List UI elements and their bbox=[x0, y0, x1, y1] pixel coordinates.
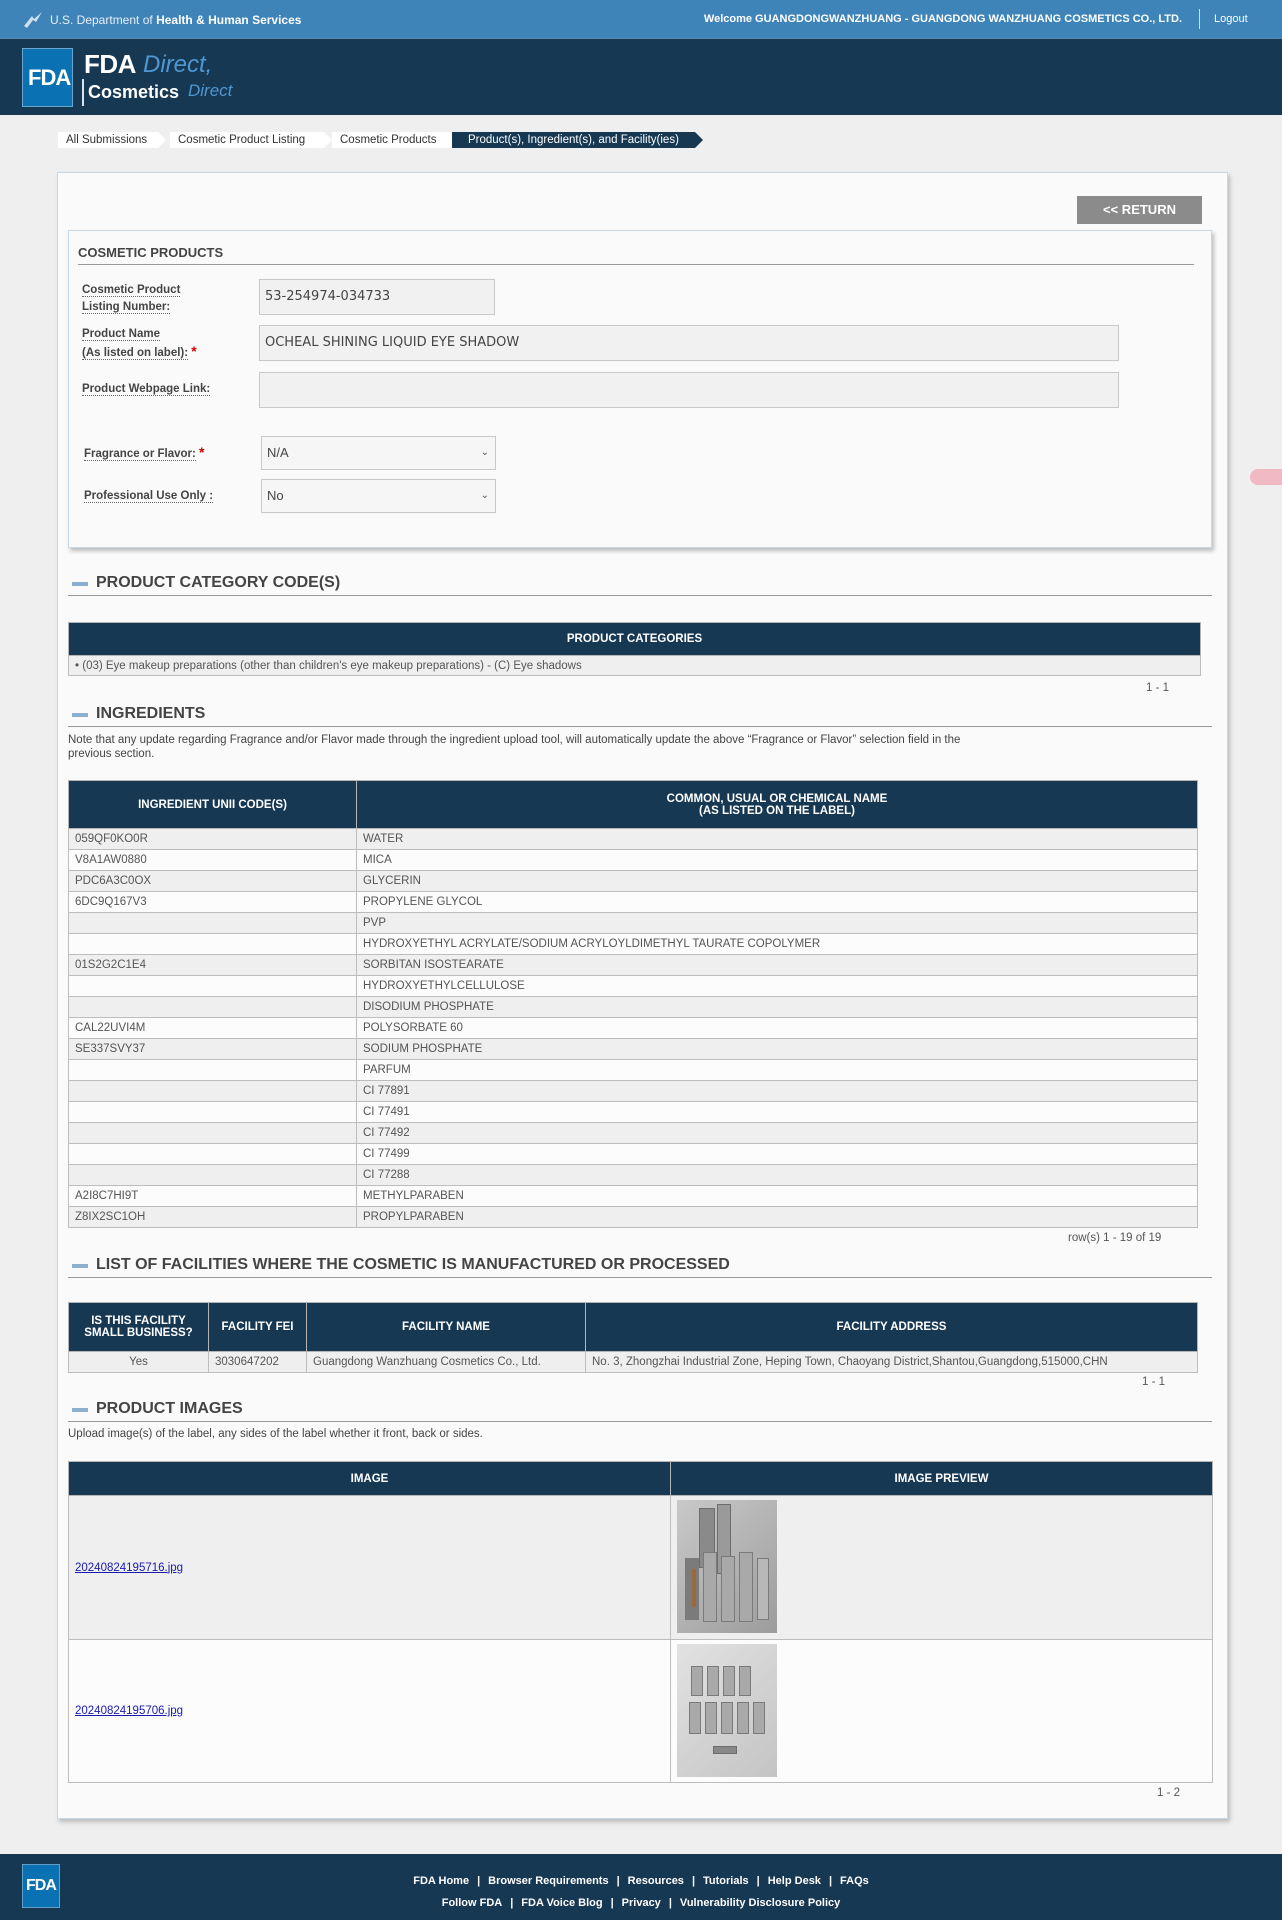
app-title-direct: Direct, bbox=[143, 51, 213, 78]
unii-cell bbox=[69, 934, 357, 955]
unii-cell bbox=[69, 1165, 357, 1186]
unii-cell bbox=[69, 1060, 357, 1081]
divider bbox=[1199, 9, 1200, 29]
app-title-fda: FDA bbox=[84, 49, 136, 79]
collapse-icon[interactable] bbox=[72, 1264, 88, 1268]
breadcrumb-arrow bbox=[158, 132, 166, 148]
footer-separator: | bbox=[756, 1875, 760, 1887]
chemical-name-cell: HYDROXYETHYL ACRYLATE/SODIUM ACRYLOYLDIMETHYL TAURATE COPOLYMER bbox=[357, 934, 1198, 955]
chemical-name-cell: SODIUM PHOSPHATE bbox=[357, 1039, 1198, 1060]
chemical-name-cell: GLYCERIN bbox=[357, 871, 1198, 892]
category-pager: 1 - 1 bbox=[1146, 682, 1170, 694]
facilities-pager: 1 - 1 bbox=[1142, 1376, 1166, 1388]
unii-cell: CAL22UVI4M bbox=[69, 1018, 357, 1039]
collapse-icon[interactable] bbox=[72, 1408, 88, 1412]
footer-link-tutorials[interactable]: Tutorials bbox=[703, 1875, 749, 1887]
chevron-down-icon: ⌄ bbox=[480, 490, 489, 501]
table-row bbox=[69, 934, 1198, 955]
logout-link[interactable]: Logout bbox=[1214, 13, 1248, 25]
return-button[interactable]: << RETURN bbox=[1077, 196, 1202, 224]
table-row bbox=[69, 1496, 1213, 1640]
footer-links-primary bbox=[0, 1875, 1282, 1887]
images-table bbox=[68, 1461, 1213, 1783]
breadcrumb-cosmetic-product-listing[interactable]: Cosmetic Product Listing bbox=[170, 132, 324, 148]
footer-link-privacy[interactable]: Privacy bbox=[621, 1897, 661, 1909]
unii-cell bbox=[69, 1102, 357, 1123]
table-row bbox=[69, 829, 1198, 850]
footer-link-vulnerability-disclosure-policy[interactable]: Vulnerability Disclosure Policy bbox=[679, 1897, 841, 1909]
footer-separator: | bbox=[691, 1875, 696, 1887]
unii-cell: PDC6A3C0OX bbox=[69, 871, 357, 892]
table-row bbox=[69, 1165, 1198, 1186]
professional-use-label: Professional Use Only : bbox=[84, 490, 214, 502]
product-name-field[interactable]: OCHEAL SHINING LIQUID EYE SHADOW bbox=[259, 325, 1119, 361]
table-row bbox=[69, 892, 1198, 913]
chemical-name-cell: WATER bbox=[357, 829, 1198, 850]
footer-link-resources[interactable]: Resources bbox=[627, 1875, 684, 1887]
unii-cell: 01S2G2C1E4 bbox=[69, 955, 357, 976]
category-table bbox=[68, 622, 1201, 676]
fda-logo[interactable]: FDA bbox=[22, 48, 73, 107]
chemical-name-cell: CI 77288 bbox=[357, 1165, 1198, 1186]
chemical-name-cell: SORBITAN ISOSTEARATE bbox=[357, 955, 1198, 976]
ingredients-pager: row(s) 1 - 19 of 19 bbox=[1068, 1232, 1162, 1244]
professional-use-select[interactable]: No ⌄ bbox=[261, 479, 496, 513]
fragrance-label: Fragrance or Flavor: * bbox=[84, 444, 205, 460]
chemical-name-cell: HYDROXYETHYLCELLULOSE bbox=[357, 976, 1198, 997]
chemical-name-cell: DISODIUM PHOSPHATE bbox=[357, 997, 1198, 1018]
image-file-cell bbox=[69, 1496, 671, 1640]
unii-column-header: INGREDIENT UNII CODE(S) bbox=[69, 781, 357, 829]
unii-cell bbox=[69, 1123, 357, 1144]
product-name-label: Product Name (As listed on label): * bbox=[82, 328, 197, 359]
app-title-cosmetics: Cosmetics bbox=[82, 79, 183, 106]
unii-cell: 6DC9Q167V3 bbox=[69, 892, 357, 913]
chemical-name-cell: CI 77891 bbox=[357, 1081, 1198, 1102]
breadcrumb-all-submissions[interactable]: All Submissions bbox=[58, 132, 158, 148]
table-row bbox=[69, 1123, 1198, 1144]
footer-separator: | bbox=[616, 1875, 620, 1887]
chemical-name-cell: CI 77499 bbox=[357, 1144, 1198, 1165]
fei-column-header: FACILITY FEI bbox=[209, 1303, 307, 1352]
table-row bbox=[69, 1352, 1198, 1373]
fragrance-select[interactable]: N/A ⌄ bbox=[261, 436, 496, 470]
welcome-message: Welcome GUANGDONGWANZHUANG - GUANGDONG WANZHUANG COSMETICS CO., LTD. bbox=[703, 13, 1182, 25]
image-file-link[interactable]: 20240824195706.jpg bbox=[75, 1705, 184, 1717]
unii-cell bbox=[69, 997, 357, 1018]
facility-address-column-header: FACILITY ADDRESS bbox=[586, 1303, 1198, 1352]
table-row bbox=[69, 1640, 1213, 1783]
image-file-cell bbox=[69, 1640, 671, 1783]
webpage-link-field[interactable] bbox=[259, 372, 1119, 408]
unii-cell: SE337SVY37 bbox=[69, 1039, 357, 1060]
footer-link-follow-fda[interactable]: Follow FDA bbox=[441, 1897, 503, 1909]
table-row bbox=[69, 1018, 1198, 1039]
ingredients-note: Note that any update regarding Fragrance and/or Flavor made through the ingredient upload tool, will automatically update the above “Fragrance or Flavor” selection field in the previous section. bbox=[68, 734, 961, 760]
unii-cell bbox=[69, 913, 357, 934]
product-image-thumbnail[interactable] bbox=[677, 1644, 777, 1777]
category-column-header: PRODUCT CATEGORIES bbox=[69, 623, 1201, 656]
breadcrumb-cosmetic-products[interactable]: Cosmetic Products bbox=[332, 132, 454, 148]
chemical-name-cell: CI 77492 bbox=[357, 1123, 1198, 1144]
table-row bbox=[69, 1060, 1198, 1081]
breadcrumb-arrow bbox=[324, 132, 332, 148]
table-row bbox=[69, 1144, 1198, 1165]
table-row bbox=[69, 850, 1198, 871]
hhs-title: U.S. Department of Health & Human Services bbox=[50, 13, 302, 27]
listing-number-label: Cosmetic Product Listing Number: bbox=[82, 284, 181, 313]
facility-name-cell: Guangdong Wanzhuang Cosmetics Co., Ltd. bbox=[307, 1352, 586, 1373]
footer-separator: | bbox=[828, 1875, 833, 1887]
footer-link-help-desk[interactable]: Help Desk bbox=[767, 1875, 821, 1887]
unii-cell bbox=[69, 1081, 357, 1102]
table-row bbox=[69, 997, 1198, 1018]
chemical-name-cell: PVP bbox=[357, 913, 1198, 934]
chemical-name-cell: PARFUM bbox=[357, 1060, 1198, 1081]
table-row bbox=[69, 1207, 1198, 1228]
table-row bbox=[69, 1186, 1198, 1207]
unii-cell: 059QF0KO0R bbox=[69, 829, 357, 850]
footer-separator: | bbox=[510, 1897, 514, 1909]
small-business-column-header: IS THIS FACILITY SMALL BUSINESS? bbox=[69, 1303, 209, 1352]
unii-cell bbox=[69, 1144, 357, 1165]
collapse-icon[interactable] bbox=[72, 713, 88, 717]
unii-cell bbox=[69, 976, 357, 997]
chevron-down-icon: ⌄ bbox=[480, 447, 489, 458]
ingredients-table bbox=[68, 780, 1198, 1228]
chemical-name-cell: POLYSORBATE 60 bbox=[357, 1018, 1198, 1039]
footer-link-fda-home[interactable]: FDA Home bbox=[413, 1875, 470, 1887]
category-section-header[interactable]: PRODUCT CATEGORY CODE(S) bbox=[68, 574, 1212, 596]
chemical-name-cell: METHYLPARABEN bbox=[357, 1186, 1198, 1207]
cosmetic-products-title: COSMETIC PRODUCTS bbox=[78, 245, 1194, 265]
table-row bbox=[69, 871, 1198, 892]
hhs-eagle-icon bbox=[22, 10, 44, 30]
listing-number-field[interactable]: 53-254974-034733 bbox=[259, 279, 495, 315]
small-business-cell: Yes bbox=[69, 1352, 209, 1373]
footer-link-browser-requirements[interactable]: Browser Requirements bbox=[488, 1875, 609, 1887]
app-title-direct-sub: Direct bbox=[188, 81, 233, 100]
chemical-name-cell: MICA bbox=[357, 850, 1198, 871]
breadcrumb-current: Product(s), Ingredient(s), and Facility(ies) bbox=[452, 132, 695, 148]
footer-links-secondary bbox=[0, 1897, 1282, 1909]
footer-separator: | bbox=[610, 1897, 614, 1909]
table-row bbox=[69, 1081, 1198, 1102]
ingredients-section-header[interactable]: INGREDIENTS bbox=[68, 705, 1212, 727]
fda-logo[interactable]: FDA bbox=[22, 1864, 60, 1908]
footer-separator: | bbox=[477, 1875, 481, 1887]
fda-header bbox=[0, 38, 1282, 115]
table-row bbox=[69, 955, 1198, 976]
images-note: Upload image(s) of the label, any sides of the label whether it front, back or sides. bbox=[68, 1428, 483, 1440]
footer-link-fda-voice-blog[interactable]: FDA Voice Blog bbox=[521, 1897, 603, 1909]
unii-cell: Z8IX2SC1OH bbox=[69, 1207, 357, 1228]
facility-address-cell: No. 3, Zhongzhai Industrial Zone, Heping Town, Chaoyang District,Shantou,Guangdong,515000,CHN bbox=[586, 1352, 1198, 1373]
footer bbox=[0, 1854, 1282, 1920]
facilities-table bbox=[68, 1302, 1198, 1373]
category-item: • (03) Eye makeup preparations (other than children's eye makeup preparations) - (C) Eye shadows bbox=[69, 656, 1201, 676]
table-row bbox=[69, 1039, 1198, 1060]
unii-cell: A2I8C7HI9T bbox=[69, 1186, 357, 1207]
images-pager: 1 - 2 bbox=[1157, 1787, 1181, 1799]
image-column-header: IMAGE bbox=[69, 1462, 671, 1496]
fei-cell: 3030647202 bbox=[209, 1352, 307, 1373]
image-preview-column-header: IMAGE PREVIEW bbox=[671, 1462, 1213, 1496]
chemical-name-cell: PROPYLPARABEN bbox=[357, 1207, 1198, 1228]
image-file-link[interactable]: 20240824195716.jpg bbox=[75, 1561, 184, 1574]
images-section-header[interactable]: PRODUCT IMAGES bbox=[68, 1400, 1212, 1422]
facility-name-column-header: FACILITY NAME bbox=[307, 1303, 586, 1352]
chemical-name-cell: PROPYLENE GLYCOL bbox=[357, 892, 1198, 913]
side-feedback-tab[interactable] bbox=[1250, 469, 1282, 485]
hhs-top-bar bbox=[0, 0, 1282, 38]
table-row bbox=[69, 913, 1198, 934]
unii-cell: V8A1AW0880 bbox=[69, 850, 357, 871]
table-row bbox=[69, 1102, 1198, 1123]
chemical-name-column-header: COMMON, USUAL OR CHEMICAL NAME (AS LISTED ON THE LABEL) bbox=[357, 781, 1198, 829]
chemical-name-cell: CI 77491 bbox=[357, 1102, 1198, 1123]
product-image-thumbnail[interactable] bbox=[677, 1500, 777, 1633]
webpage-link-label: Product Webpage Link: bbox=[82, 383, 211, 395]
breadcrumb-arrow bbox=[695, 132, 703, 148]
facilities-section-header[interactable]: LIST OF FACILITIES WHERE THE COSMETIC IS MANUFACTURED OR PROCESSED bbox=[68, 1256, 1212, 1278]
footer-link-faqs[interactable]: FAQs bbox=[840, 1875, 869, 1887]
collapse-icon[interactable] bbox=[72, 582, 88, 586]
footer-separator: | bbox=[668, 1897, 672, 1909]
table-row bbox=[69, 976, 1198, 997]
